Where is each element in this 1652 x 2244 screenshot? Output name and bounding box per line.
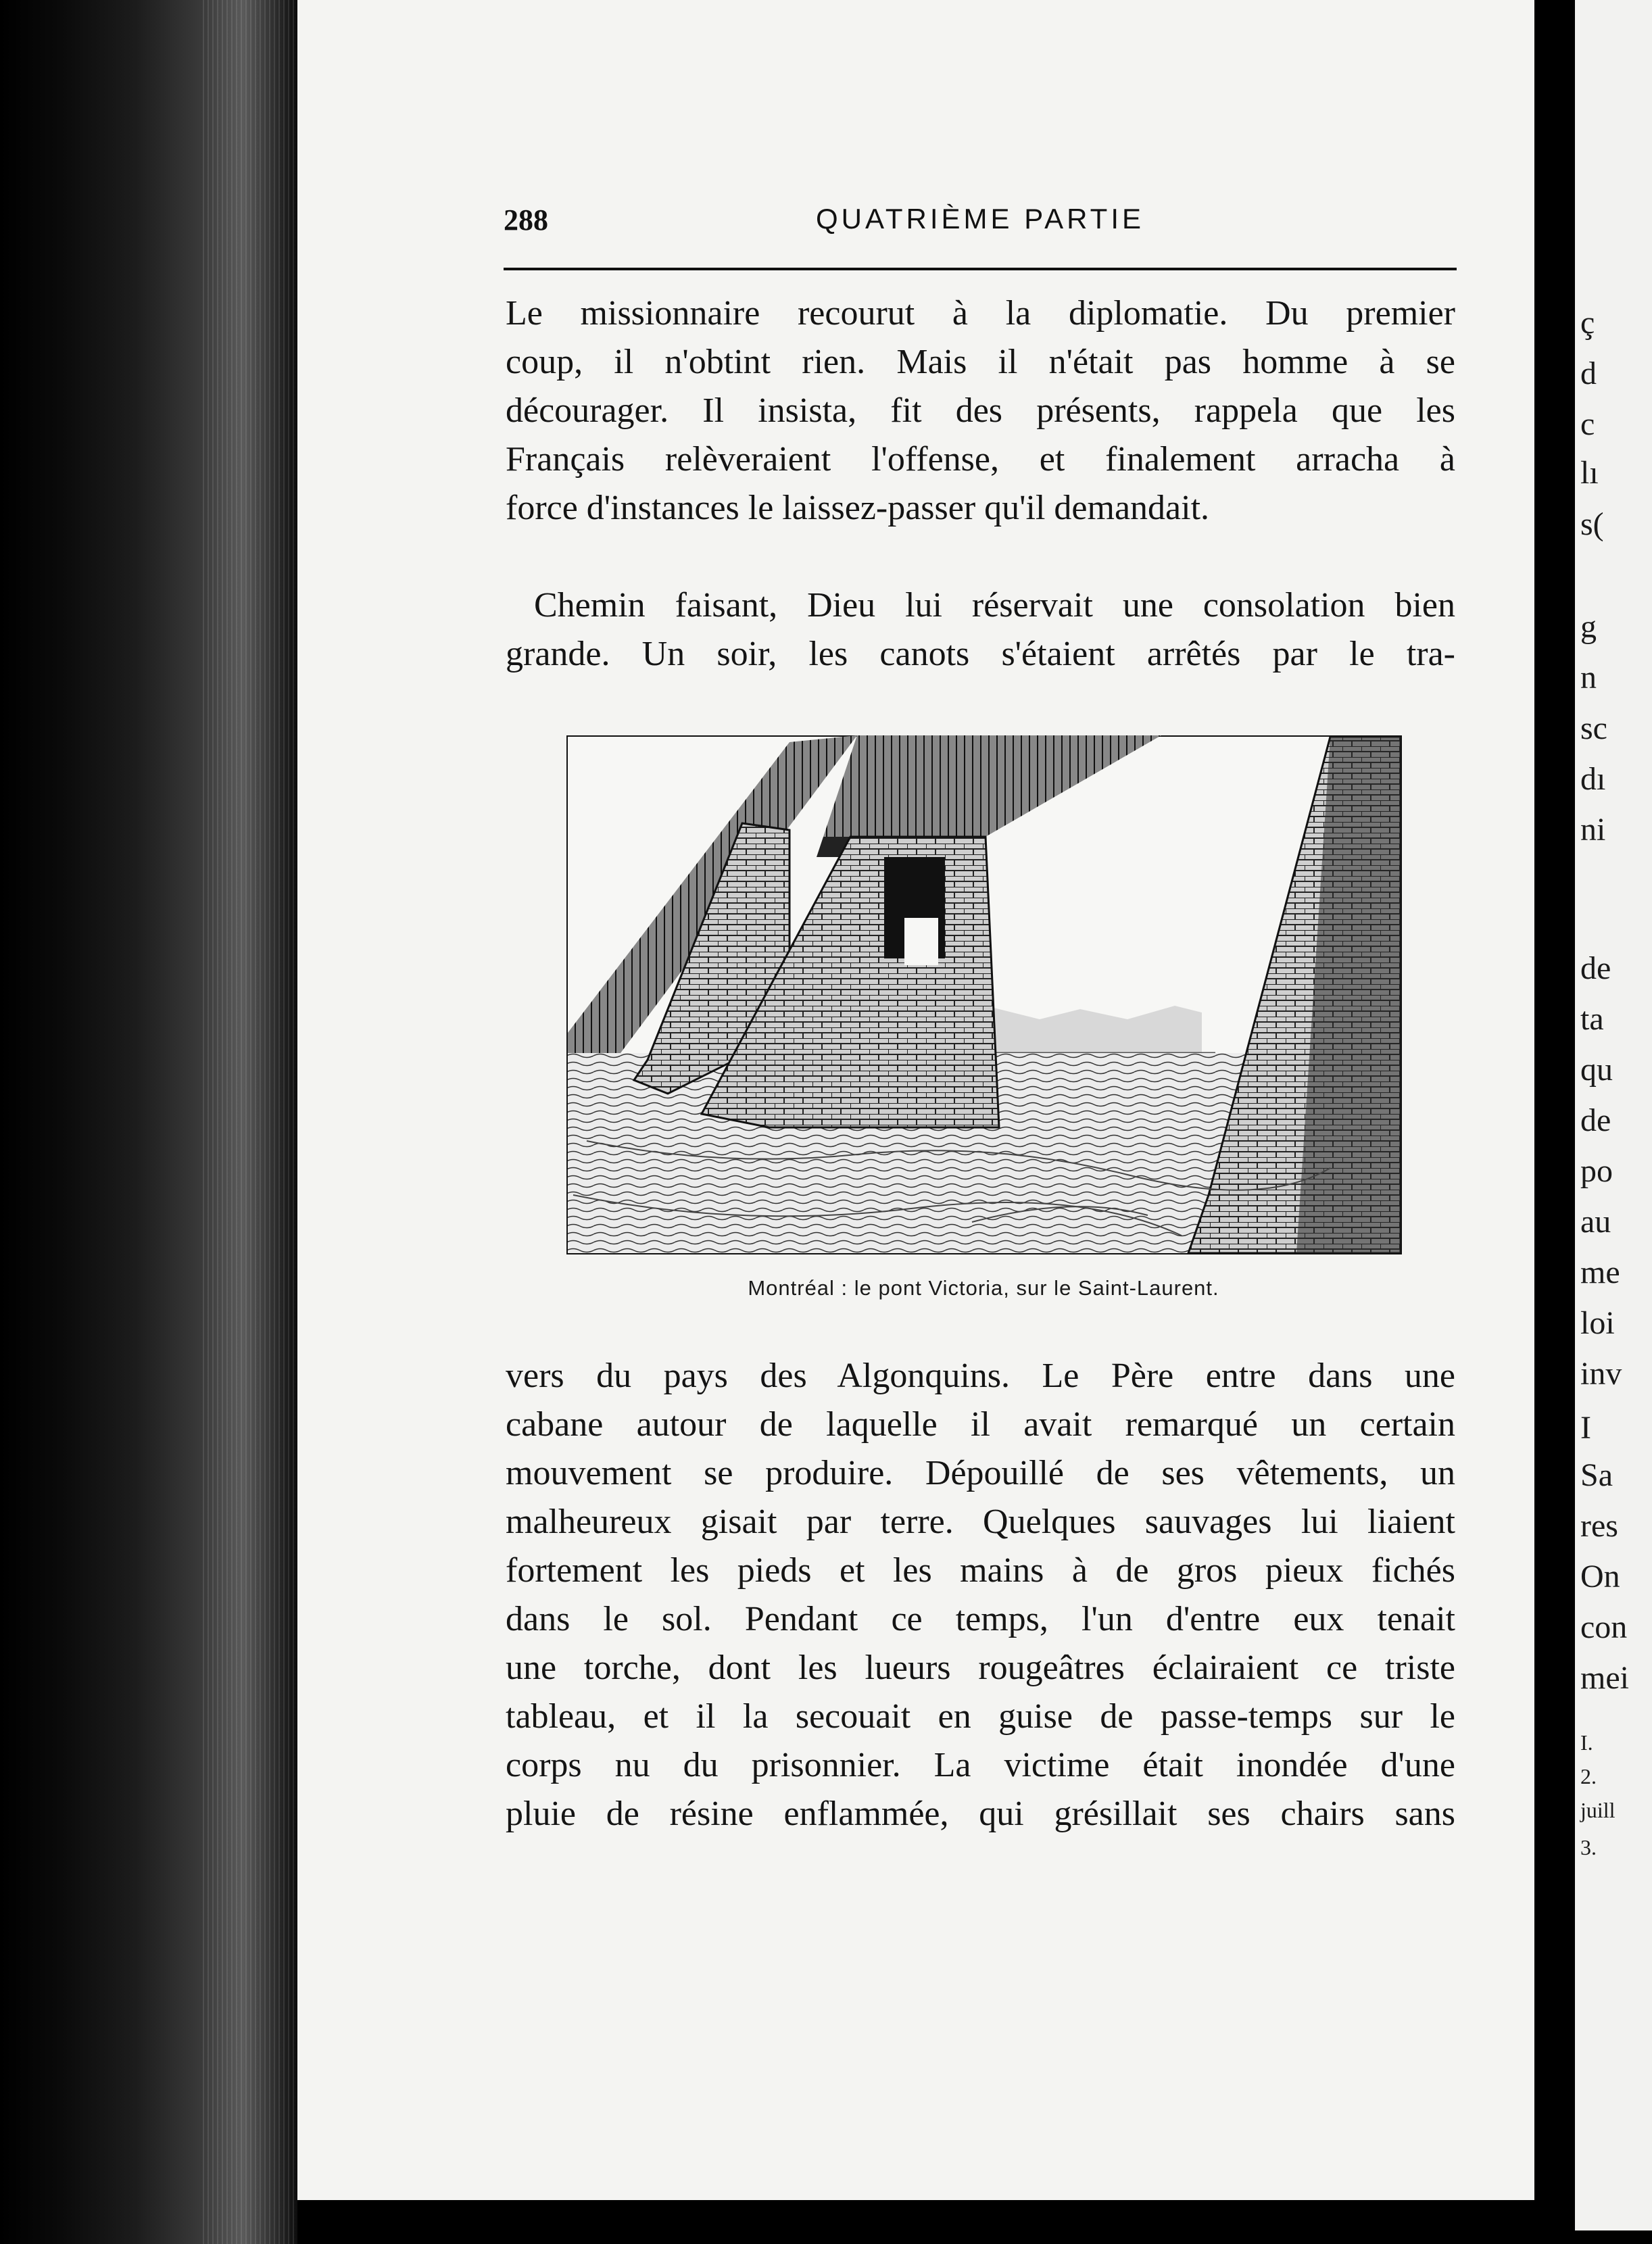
text-line: fortement les pieds et les mains à de gros pieux fichés [506,1551,1455,1590]
text-line: force d'instances le laissez-passer qu'il demandait. [506,489,1210,527]
fragment-text: res [1580,1508,1618,1544]
fragment-text: inv [1580,1356,1622,1392]
text-line: dans le sol. Pendant ce temps, l'un d'entre eux tenait [506,1600,1455,1638]
bridge-illustration [566,735,1402,1254]
scan-border [297,2200,1575,2244]
fragment-text: ç [1580,305,1595,341]
fragment-text: con [1580,1609,1628,1645]
text-line: coup, il n'obtint rien. Mais il n'était pas homme à se [506,343,1455,381]
text-line: vers du pays des Algonquins. Le Père entre dans une [506,1357,1455,1395]
text-line: une torche, dont les lueurs rougeâtres éclairaient ce triste [506,1649,1455,1687]
fragment-text: n [1580,660,1597,696]
fragment-text: dı [1580,761,1606,797]
fragment-text: de [1580,950,1611,986]
fragment-text: mei [1580,1660,1629,1696]
fragment-text: On [1580,1559,1620,1594]
fragment-text: I [1580,1410,1591,1446]
fragment-text: g [1580,609,1597,645]
fragment-text: 3. [1580,1835,1597,1859]
victoria-bridge-engraving [566,735,1402,1254]
fragment-text: sc [1580,710,1607,746]
fragment-text: juill [1580,1798,1615,1822]
fragment-text: d [1580,356,1597,391]
fragment-text: qu [1580,1052,1613,1088]
paragraph-2 [506,581,1455,679]
fragment-text: ta [1580,1001,1604,1037]
header-rule [504,268,1457,270]
fragment-text: ni [1580,812,1606,848]
chapter-title: QUATRIÈME PARTIE [815,203,1145,235]
text-line: mouvement se produire. Dépouillé de ses vêtements, un [506,1454,1455,1492]
text-line: Chemin faisant, Dieu lui réservait une consolation bien [534,586,1455,625]
fragment-text: s( [1580,506,1604,542]
text-line: corps nu du prisonnier. La victime était inondée d'une [506,1746,1455,1784]
fragment-text: loi [1580,1305,1615,1341]
text-line: pluie de résine enflammée, qui grésillait ses chairs sans [506,1795,1455,1833]
text-line: cabane autour de laquelle il avait remarqué un certain [506,1405,1455,1444]
text-line: malheureux gisait par terre. Quelques sauvages lui liaient [506,1503,1455,1541]
fragment-text: Sa [1580,1457,1613,1493]
fragment-text: de [1580,1102,1611,1138]
fragment-text: po [1580,1153,1613,1189]
fragment-text: me [1580,1254,1620,1290]
text-line: Le missionnaire recourut à la diplomatie. Du premier [506,294,1455,333]
text-line: Français relèveraient l'offense, et finalement arracha à [506,440,1455,479]
text-line: tableau, et il la secouait en guise de passe-temps sur le [506,1697,1455,1736]
page-number: 288 [504,203,548,237]
text-line: grande. Un soir, les canots s'étaient arrêtés par le tra- [506,635,1455,673]
fragment-text: au [1580,1204,1611,1240]
fragment-text: I. [1580,1730,1593,1755]
figure-caption: Montréal : le pont Victoria, sur le Saint-Laurent. [748,1276,1219,1300]
facing-page-fragment [1575,0,1652,2230]
paragraph-3 [506,1352,1455,1838]
fragment-text: c [1580,406,1595,442]
running-head [504,203,1457,243]
paragraph-1 [506,289,1455,533]
page-edges [203,0,297,2244]
fragment-text: lı [1580,455,1599,491]
fragment-text: 2. [1580,1764,1597,1788]
text-line: décourager. Il insista, fit des présents, rappela que les [506,391,1455,430]
gutter [1534,0,1575,2244]
